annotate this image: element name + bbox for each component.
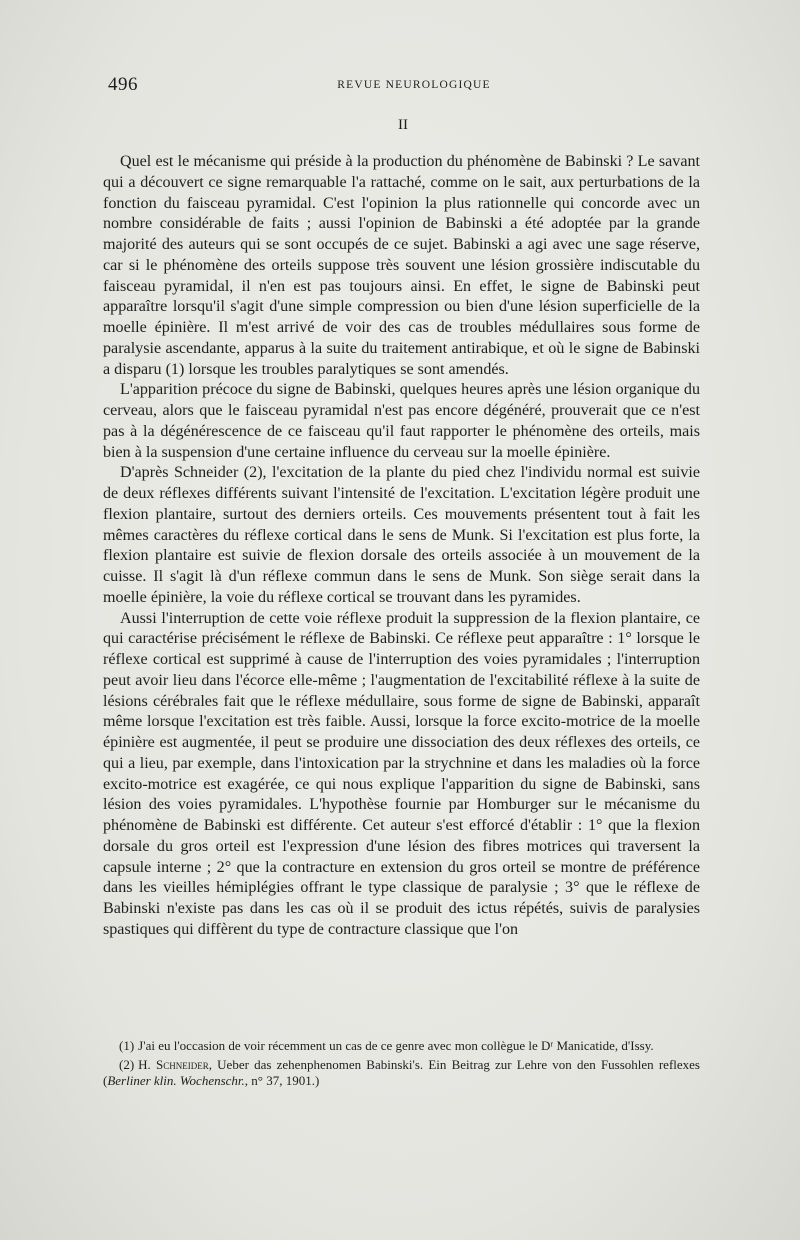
paragraph-1: Quel est le mécanisme qui préside à la production du phénomène de Babinski ? Le savant qui a découvert ce signe remarquable l'a rattaché, comme on le sait, aux perturbations de la fonction du faisceau pyramidal. C'est l'opinion la plus rationnelle qui concorde avec un nombre considérable de faits ; aussi l'opinion de Babinski a été adoptée par la grande majorité des auteurs qui se sont occupés de ce sujet. Babinski a agi avec une sage réserve, car si le phénomène des orteils suppose très souvent une lésion grossière indiscutable du faisceau pyramidal, il n'en est pas toujours ainsi. En effet, le signe de Babinski peut apparaître lorsqu'il s'agit d'une simple compression ou bien d'une lésion superficielle de la moelle épinière. Il m'est arrivé de voir des cas de troubles médullaires sous forme de paralysie ascendante, apparus à la suite du traitement antirabique, et où le signe de Babinski a disparu (1) lorsque les troubles paralytiques se sont amendés. — [103, 153, 700, 378]
paragraph-2: L'apparition précoce du signe de Babinski, quelques heures après une lésion organique du cerveau, alors que le faisceau pyramidal n'est pas encore dégénéré, prouverait que ce n'est pas à la dégénérescence de ce faisceau qu'il faut rapporter le phénomène des orteils, mais bien à la suspension d'une certaine influence du cerveau sur la moelle épinière. — [103, 381, 700, 461]
paragraph-3: D'après Schneider (2), l'excitation de la plante du pied chez l'individu normal est suivie de deux réflexes différents suivant l'intensité de l'excitation. L'excitation légère produit une flexion plantaire, surtout des derniers orteils. Ces mouvements présentent tout à fait les mêmes caractères du réflexe cortical dans le sens de Munk. Si l'excitation est plus forte, la flexion plantaire est suivie de flexion dorsale des orteils associée à un mouvement de la cuisse. Il s'agit là d'un réflexe commun dans le sens de Munk. Son siège serait dans la moelle épinière, la voie du réflexe cortical se trouvant dans les pyramides. — [103, 464, 700, 606]
footnote-marker: (1) — [119, 1038, 135, 1053]
section-numeral: II — [398, 117, 408, 133]
paragraph-4: Aussi l'interruption de cette voie réflexe produit la suppression de la flexion plantaire, ce qui caractérise précisément le réflexe de Babinski. Ce réflexe peut apparaître : 1° lorsque le réflexe cortical est supprimé à cause de l'interruption des voies pyramidales ; l'interruption peut avoir lieu dans l'écorce elle-même ; l'augmentation de l'excitabilité réflexe à la suite de lésions cérébrales fait que le réflexe médullaire, sous forme de signe de Babinski, apparaît même lorsque l'excitation est très faible. Aussi, lorsque la force excito-motrice de la moelle épinière est augmentée, il peut se produire une dissociation des deux réflexes des orteils, ce qui a lieu, par exemple, dans l'intoxication par la strychnine et dans les maladies où la force excito-motrice est exagérée, ce qui nous explique l'apparition du signe de Babinski, sans lésion des voies pyramidales. L'hypothèse fournie par Homburger sur le mécanisme du phénomène de Babinski est différente. Cet auteur s'est efforcé d'établir : 1° que la flexion dorsale du gros orteil est l'expression d'une lésion des fibres motrices qui traversent la capsule interne ; 2° que la contracture en extension du gros orteil se montre de préférence dans les vieilles hémiplégies offrant le type classique de paralysie ; 3° que le réflexe de Babinski n'existe pas dans les cas où il se produit des ictus répétés, suivis de paralysies spastiques qui diffèrent du type de contracture classique que l'on — [103, 609, 700, 938]
footnote-marker: (2) — [119, 1056, 135, 1072]
page-number: 496 — [108, 74, 138, 95]
footnotes — [103, 1038, 700, 1092]
footnote-2 — [103, 1057, 700, 1090]
footnote-tail: , n° 37, 1901.) — [244, 1073, 320, 1088]
footnote-text: Ueber das zehenphenomen Babinski's. Ein Beitrag zur Lehre von den Fussohlen reflexes ( — [103, 1056, 700, 1088]
footnote-text: J'ai eu l'occasion de voir récemment un cas de ce genre avec mon collègue le Dʳ Manicatide, d'Issy. — [138, 1038, 654, 1053]
footnote-journal: Berliner klin. Wochenschr. — [107, 1073, 245, 1088]
running-title: REVUE NEUROLOGIQUE — [337, 79, 491, 91]
body-text — [103, 152, 700, 941]
footnote-author: H. Schneider, — [138, 1056, 212, 1072]
footnote-1 — [103, 1038, 700, 1055]
